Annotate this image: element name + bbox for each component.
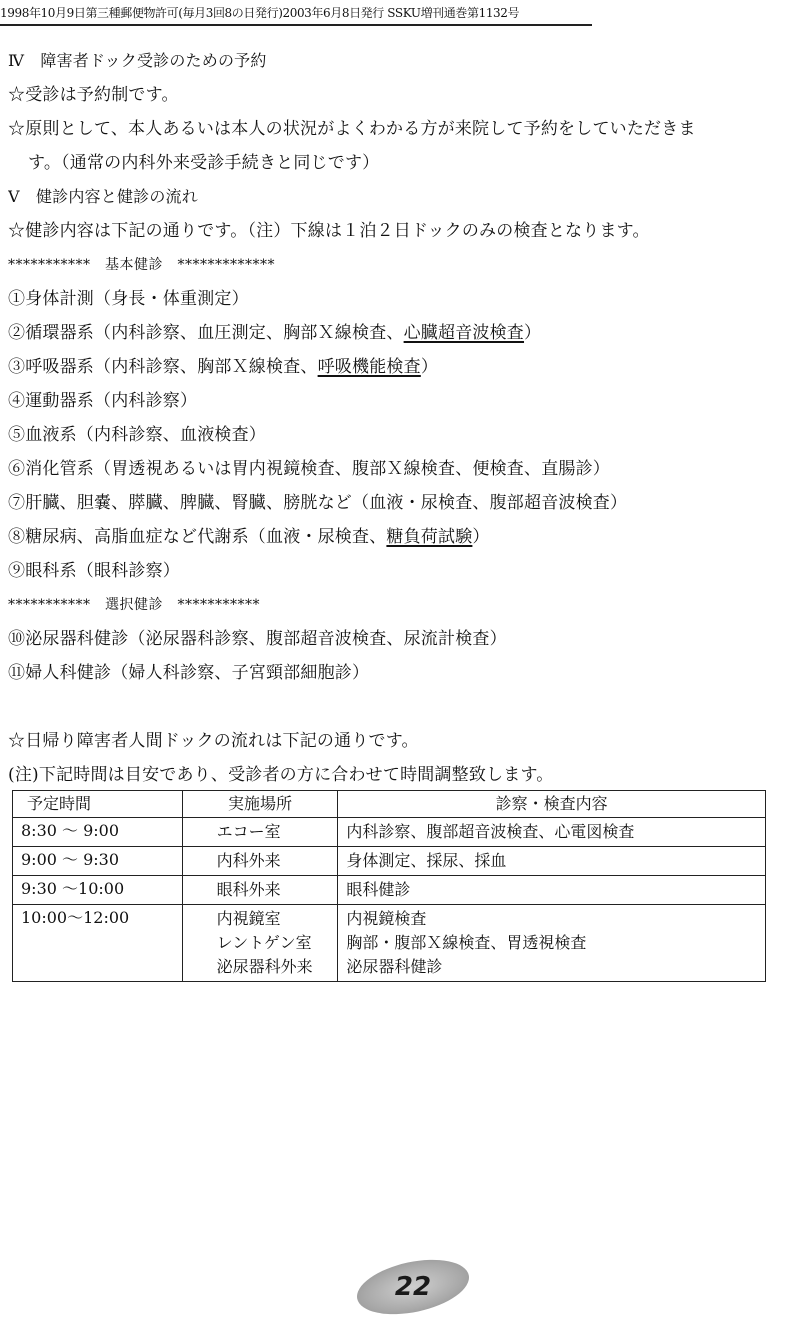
exam-item-8 bbox=[8, 520, 796, 554]
content-line: 身体測定、採尿、採血 bbox=[346, 851, 507, 870]
exam-item-2-close: ） bbox=[524, 323, 542, 343]
exam-item-3 bbox=[8, 350, 796, 384]
exam-item-2-text: ②循環器系（内科診察、血圧測定、胸部Ｘ線検査、 bbox=[8, 323, 404, 343]
content-line: 内視鏡検査 bbox=[346, 909, 427, 928]
flow-title: ☆日帰り障害者人間ドックの流れは下記の通りです。 bbox=[8, 731, 419, 751]
exam-intro: ☆健診内容は下記の通りです。（注）下線は１泊２日ドックのみの検査となります。 bbox=[8, 221, 650, 241]
section-4-heading: Ⅳ 障害者ドック受診のための予約 bbox=[8, 51, 267, 70]
exam-item-8-underlined: 糖負荷試験 bbox=[386, 527, 473, 547]
table-row bbox=[13, 876, 766, 905]
schedule-header-row bbox=[13, 791, 766, 818]
flow-note: (注)下記時間は目安であり、受診者の方に合わせて時間調整致します。 bbox=[8, 765, 554, 785]
row-place bbox=[182, 876, 338, 905]
row-place bbox=[182, 818, 338, 847]
table-row bbox=[13, 905, 766, 982]
row-content bbox=[338, 876, 766, 905]
content-line: 内科診察、腹部超音波検査、心電図検査 bbox=[346, 822, 635, 841]
basic-exam-header: *********** 基本健診 ************* bbox=[8, 257, 275, 273]
reservation-note-2-line-1: ☆原則として、本人あるいは本人の状況がよくわかる方が来院して予約をしていただきま bbox=[8, 119, 696, 139]
exam-item-3-text: ③呼吸器系（内科診察、胸部Ｘ線検査、 bbox=[8, 357, 318, 377]
row-place bbox=[182, 905, 338, 982]
row-time: 8:30 ～ 9:00 bbox=[13, 818, 183, 847]
reservation-note-1: ☆受診は予約制です。 bbox=[8, 85, 179, 105]
schedule-table bbox=[12, 790, 766, 982]
place-line: レントゲン室 bbox=[216, 933, 312, 952]
header-time: 予定時間 bbox=[13, 791, 183, 818]
exam-item-4: ④運動器系（内科診察） bbox=[8, 391, 198, 411]
row-place bbox=[182, 847, 338, 876]
row-content bbox=[338, 905, 766, 982]
publication-header: 1998年10月9日第三種郵便物許可(毎月3回8の日発行)2003年6月8日発行 SSKU増刊通巻第1132号 bbox=[0, 6, 520, 20]
exam-item-3-underlined: 呼吸機能検査 bbox=[317, 357, 421, 377]
reservation-note-2-line-2: す。（通常の内科外来受診手続きと同じです） bbox=[28, 153, 380, 173]
exam-item-5: ⑤血液系（内科診察、血液検査） bbox=[8, 425, 266, 445]
exam-item-11: ⑪婦人科健診（婦人科診察、子宮頸部細胞診） bbox=[8, 663, 370, 683]
place-line: 泌尿器科外来 bbox=[216, 957, 313, 976]
place-line: エコー室 bbox=[216, 822, 281, 841]
table-row bbox=[13, 818, 766, 847]
table-row bbox=[13, 847, 766, 876]
exam-item-1: ①身体計測（身長・体重測定） bbox=[8, 289, 249, 309]
place-line: 眼科外来 bbox=[216, 880, 281, 899]
exam-item-8-text: ⑧糖尿病、高脂血症など代謝系（血液・尿検査、 bbox=[8, 527, 387, 547]
exam-item-9: ⑨眼科系（眼科診察） bbox=[8, 561, 180, 581]
exam-item-8-close: ） bbox=[472, 527, 490, 547]
header-content: 診察・検査内容 bbox=[338, 791, 766, 818]
exam-item-7: ⑦肝臓、胆嚢、膵臓、脾臓、腎臓、膀胱など（血液・尿検査、腹部超音波検査） bbox=[8, 493, 628, 513]
content-line: 泌尿器科健診 bbox=[346, 957, 443, 976]
row-content bbox=[338, 847, 766, 876]
spacer bbox=[8, 690, 796, 724]
document-body bbox=[8, 44, 796, 792]
page-number: 22 bbox=[394, 1272, 432, 1302]
exam-item-6: ⑥消化管系（胃透視あるいは胃内視鏡検査、腹部Ｘ線検査、便検査、直腸診） bbox=[8, 459, 610, 479]
content-line: 胸部・腹部Ｘ線検査、胃透視検査 bbox=[346, 933, 587, 952]
header-place: 実施場所 bbox=[182, 791, 338, 818]
row-content bbox=[338, 818, 766, 847]
exam-item-2-underlined: 心臓超音波検査 bbox=[403, 323, 525, 343]
header-rule bbox=[0, 24, 592, 26]
place-line: 内科外来 bbox=[216, 851, 281, 870]
row-time: 9:00 ～ 9:30 bbox=[13, 847, 183, 876]
exam-item-3-close: ） bbox=[420, 357, 439, 377]
section-5-heading: Ⅴ 健診内容と健診の流れ bbox=[8, 187, 198, 206]
exam-item-10: ⑩泌尿器科健診（泌尿器科診察、腹部超音波検査、尿流計検査） bbox=[8, 629, 507, 649]
row-time: 9:30 ～10:00 bbox=[13, 876, 183, 905]
row-time: 10:00～12:00 bbox=[13, 905, 183, 982]
content-line: 眼科健診 bbox=[346, 880, 411, 899]
place-line: 内視鏡室 bbox=[216, 909, 281, 928]
optional-exam-header: *********** 選択健診 *********** bbox=[8, 597, 260, 613]
exam-item-2 bbox=[8, 316, 796, 350]
